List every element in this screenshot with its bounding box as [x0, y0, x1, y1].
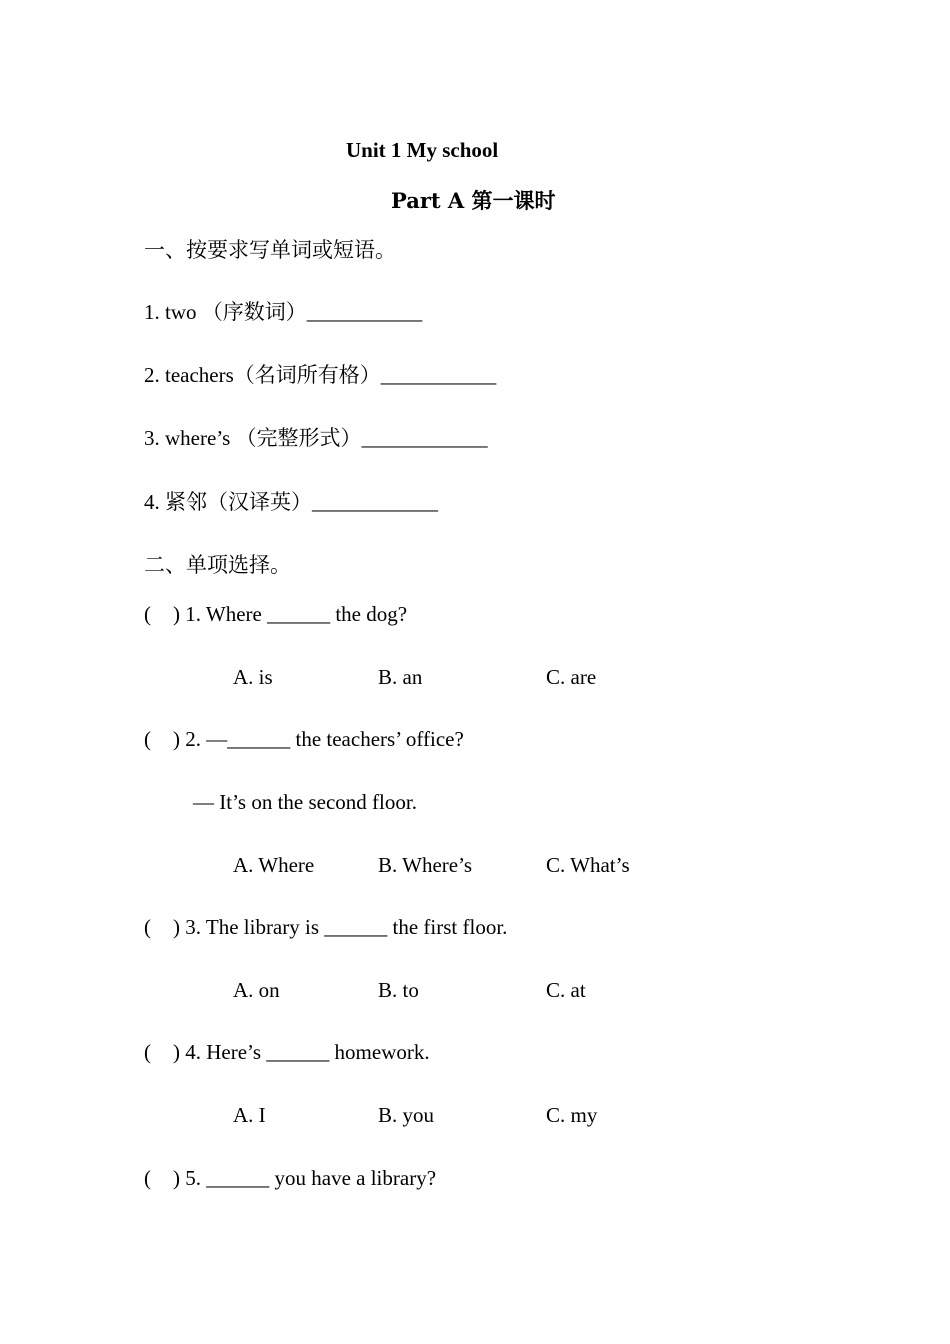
question-1	[144, 604, 407, 625]
item-word: two	[165, 300, 197, 324]
answer-paren[interactable]: ( )	[144, 727, 180, 751]
item-word: where’s	[165, 426, 231, 450]
answer-paren[interactable]: ( )	[144, 1166, 180, 1190]
question-text: 3. The library is ______ the first floor.	[185, 915, 508, 939]
item-hint: （完整形式）	[235, 426, 362, 450]
option-b[interactable]: B. an	[378, 665, 423, 689]
fill-item-3	[144, 428, 488, 449]
item-number: 4.	[144, 490, 160, 514]
item-word: teachers	[165, 363, 234, 387]
question-text: 1. Where ______ the dog?	[185, 602, 408, 626]
question-5	[144, 1168, 436, 1189]
option-c[interactable]: C. at	[546, 978, 586, 1002]
option-b[interactable]: B. you	[378, 1103, 435, 1127]
option-b[interactable]: B. to	[378, 978, 419, 1002]
question-text: 4. Here’s ______ homework.	[185, 1040, 430, 1064]
fill-item-1	[144, 302, 422, 323]
unit-title: Unit 1 My school	[346, 138, 499, 162]
part-title: Part A 第一课时	[391, 188, 556, 213]
answer-blank[interactable]: ____________	[312, 490, 438, 514]
section1-heading: 一、按要求写单词或短语。	[144, 238, 396, 262]
option-a[interactable]: A. is	[233, 665, 273, 689]
answer-paren[interactable]: ( )	[144, 602, 180, 626]
option-b[interactable]: B. Where’s	[378, 853, 473, 877]
question-text: 5. ______ you have a library?	[185, 1166, 437, 1190]
option-c[interactable]: C. are	[546, 665, 597, 689]
answer-paren[interactable]: ( )	[144, 1040, 180, 1064]
question-reply: — It’s on the second floor.	[193, 790, 417, 814]
option-a[interactable]: A. on	[233, 978, 280, 1002]
item-hint: （序数词）	[201, 300, 307, 324]
option-a[interactable]: A. I	[233, 1103, 266, 1127]
question-text: 2. —______ the teachers’ office?	[185, 727, 464, 751]
option-a[interactable]: A. Where	[233, 853, 315, 877]
option-c[interactable]: C. my	[546, 1103, 598, 1127]
item-hint: （名词所有格）	[233, 363, 381, 387]
section2-heading: 二、单项选择。	[144, 553, 291, 577]
question-4	[144, 1042, 430, 1063]
fill-item-2	[144, 365, 496, 386]
answer-blank[interactable]: ___________	[380, 363, 497, 387]
question-3	[144, 917, 507, 938]
item-number: 2.	[144, 363, 160, 387]
item-hint: （汉译英）	[207, 490, 312, 514]
item-word: 紧邻	[165, 490, 207, 514]
answer-paren[interactable]: ( )	[144, 915, 180, 939]
item-number: 1.	[144, 300, 160, 324]
item-number: 3.	[144, 426, 160, 450]
option-c[interactable]: C. What’s	[546, 853, 630, 877]
answer-blank[interactable]: ____________	[361, 426, 488, 450]
question-2	[144, 729, 464, 750]
fill-item-4	[144, 492, 438, 513]
answer-blank[interactable]: ___________	[306, 300, 423, 324]
